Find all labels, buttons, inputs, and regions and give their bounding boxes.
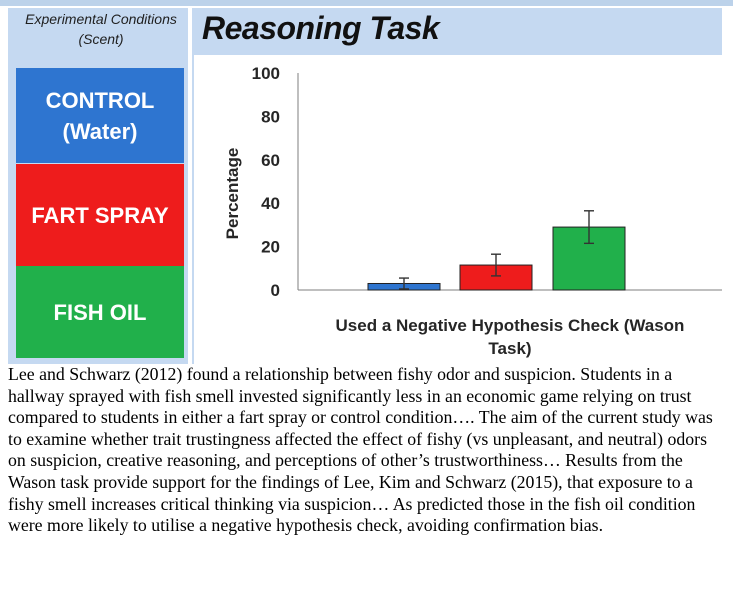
y-tick-label: 20 <box>261 237 280 257</box>
top-accent-bar <box>0 0 733 6</box>
chart-title: Reasoning Task <box>202 10 440 46</box>
axis-labels <box>223 64 684 358</box>
y-tick-label: 40 <box>261 194 280 214</box>
y-tick-label: 60 <box>261 150 280 170</box>
figure-caption: Lee and Schwarz (2012) found a relationship between fishy odor and suspicion. Students in a hallway sprayed with fish smell invested significantly less in an economic game relying on trust compared to students in either a fart spray or control condition…. The aim of the current study was to examine whether trait trustingness affected the effect of fishy (vs unpleasant, and neutral) odors on suspicion, creative reasoning, and perceptions of other’s trustworthiness… Results from the Wason task provide support for the findings of Lee, Kim and Schwarz (2015), that exposure to a fishy smell increases critical thinking via suspicion… As predicted those in the fish oil condition were more likely to utilise a negative hypothesis check, avoiding confirmation bias. <box>8 364 713 536</box>
bar-chart <box>194 55 722 364</box>
panel-divider <box>188 8 192 364</box>
axes <box>298 73 722 290</box>
y-axis-label: Percentage <box>223 147 242 240</box>
legend-header: Experimental Conditions (Scent) <box>25 11 177 47</box>
bars <box>368 211 625 290</box>
legend-fish-oil: FISH OIL <box>16 266 184 358</box>
y-tick-label: 0 <box>270 281 280 300</box>
figure-panel <box>8 8 722 364</box>
y-tick-label: 100 <box>251 64 280 83</box>
y-tick-label: 80 <box>261 107 280 127</box>
legend-control-water: CONTROL (Water) <box>16 68 184 163</box>
legend-fart-spray: FART SPRAY <box>16 164 184 266</box>
x-axis-label: Used a Negative Hypothesis Check (Wason Task) <box>335 316 685 358</box>
